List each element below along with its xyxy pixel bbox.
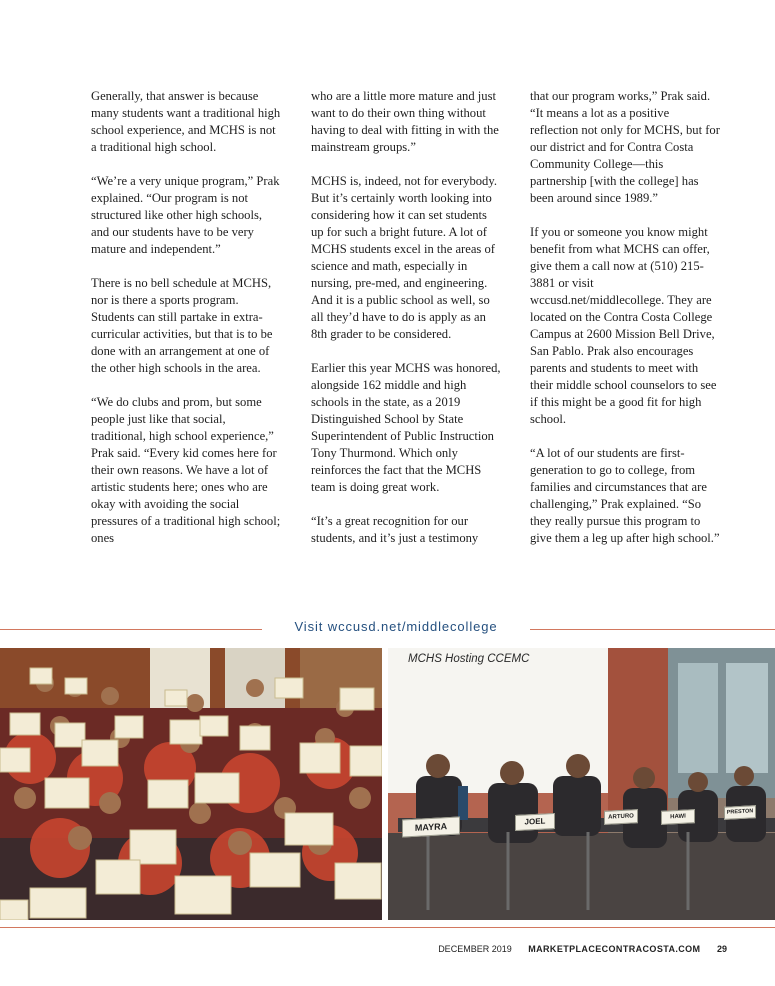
divider [530, 629, 775, 630]
nameplate: JOEL [515, 813, 555, 831]
paragraph: “We do clubs and prom, but some people just like that social, traditional, high school experience,” Prak said. “Every kid comes here for their own reasons. We have a lot of artistic students here; ones who are okay with avoiding the social pressures of a traditional high school; ones [91, 395, 281, 545]
website-name: MARKETPLACECONTRACOSTA.COM [528, 944, 701, 954]
paragraph: MCHS is, indeed, not for everybody. But it’s certainly worth looking into considering how it can set students up for such a bright future. A lot of MCHS students excel in the areas of science and math, especially in nursing, pre-med, and engineering. And it is a public school as well, so all they’d have to do is apply as an 8th grader to be considered. [311, 174, 497, 341]
paragraph: Generally, that answer is because many students want a traditional high school experience, and MCHS is not a traditional high school. [91, 89, 281, 154]
footer-divider [0, 927, 775, 928]
panel-photo [388, 648, 775, 920]
nameplate: MAYRA [402, 816, 460, 837]
panel-photo-art [388, 648, 775, 920]
paragraph: “A lot of our students are first-generation to go to college, from families and circumstances that are challenging,” Prak explained. “So they really pursue this program to give them a leg up after high school.” [530, 446, 720, 545]
paragraph: “We’re a very unique program,” Prak explained. “Our program is not structured like other high schools, and our students have to be very mature and independent.” [91, 174, 280, 256]
paragraph: There is no bell schedule at MCHS, nor is there a sports program. Students can still partake in extra-curricular activities, but that is to be done with an arrangement at one of the other high schools in the area. [91, 276, 273, 375]
students-certificates-photo [0, 648, 382, 920]
paragraph: If you or someone you know might benefit from what MCHS can offer, give them a call now at (510) 215-3881 or visit wccusd.net/middlecollege. They are located on the Contra Costa College Campus at 2600 Mission Bell Drive, San Pablo. Prak also encourages parents and students to meet with their middle school counselors to see if this might be a good fit for high school. [530, 225, 717, 426]
article-column-2 [311, 88, 501, 564]
issue-date: DECEMBER 2019 [438, 944, 512, 954]
paragraph: who are a little more mature and just want to do their own thing without having to deal with fitting in with the mainstream groups.” [311, 89, 499, 154]
nameplate: ARTURO [604, 809, 638, 825]
paragraph: that our program works,” Prak said. “It means a lot as a positive reflection not only for MCHS, but for our district and for Contra Costa Community College—this partnership [with the college] has been around since 1989.” [530, 89, 720, 205]
students-photo-art [0, 648, 382, 920]
visit-link[interactable]: Visit wccusd.net/middlecollege [294, 619, 498, 634]
page-number: 29 [716, 944, 727, 954]
visit-banner [0, 618, 775, 640]
nameplate: PRESTON [724, 805, 756, 820]
article-column-3 [530, 88, 720, 564]
page-footer [438, 944, 727, 954]
paragraph: Earlier this year MCHS was honored, alongside 162 middle and high schools in the state, as a 2019 Distinguished School by State Superintendent of Public Instruction Tony Thurmond. Which only reinforces the fact that the MCHS team is doing great work. [311, 361, 501, 494]
photo-caption: MCHS Hosting CCEMC [408, 653, 530, 665]
nameplate: HAWI [661, 809, 695, 825]
divider [0, 629, 262, 630]
paragraph: “It’s a great recognition for our students, and it’s just a testimony [311, 514, 479, 545]
article-column-1 [91, 88, 281, 564]
